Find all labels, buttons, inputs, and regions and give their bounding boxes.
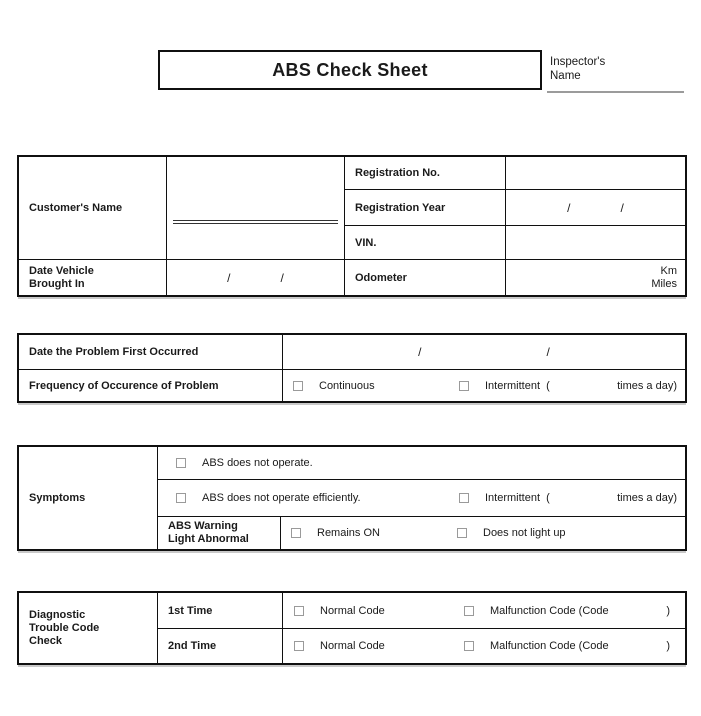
abs-warning-light-label bbox=[158, 517, 281, 549]
problem-date-label: Date the Problem First Occurred bbox=[29, 346, 199, 358]
normal-code-label-1: Normal Code bbox=[320, 604, 385, 617]
date-slash: / bbox=[546, 345, 550, 359]
symptom-row-not-efficient bbox=[157, 479, 685, 516]
does-not-light-option bbox=[457, 517, 566, 549]
malfunction-code-checkbox-1[interactable] bbox=[464, 606, 474, 616]
inspector-label-line1: Inspector's bbox=[550, 56, 606, 68]
form-title-box bbox=[158, 50, 542, 90]
malfunction-paren-close-1: ) bbox=[666, 604, 670, 617]
intermittent-label: Intermittent ( bbox=[485, 379, 550, 392]
intermittent-option bbox=[459, 370, 550, 401]
problem-date-field[interactable] bbox=[282, 335, 685, 369]
remains-on-label: Remains ON bbox=[317, 527, 380, 539]
registration-year-field[interactable] bbox=[505, 189, 685, 225]
normal-code-checkbox-2[interactable] bbox=[294, 641, 304, 651]
date-brought-label-line2: Brought In bbox=[29, 277, 85, 290]
second-time-label: 2nd Time bbox=[157, 628, 282, 663]
symptom-intermittent-checkbox[interactable] bbox=[459, 493, 469, 503]
customer-name-label: Customer's Name bbox=[29, 202, 123, 214]
symptom-row-warning-light bbox=[157, 516, 685, 549]
remains-on-checkbox[interactable] bbox=[291, 528, 301, 538]
normal-code-label-2: Normal Code bbox=[320, 640, 385, 652]
continuous-label: Continuous bbox=[319, 379, 375, 392]
malfunction-code-option-1 bbox=[464, 593, 609, 628]
odometer-unit-km: Km bbox=[660, 264, 677, 277]
date-slash: / bbox=[567, 200, 571, 215]
registration-no-label: Registration No. bbox=[344, 157, 505, 189]
continuous-option bbox=[293, 380, 375, 392]
normal-code-option-2 bbox=[294, 640, 385, 652]
dtc-check-table bbox=[17, 591, 687, 665]
warning-light-options bbox=[281, 517, 685, 549]
dtc-label-line1: Diagnostic bbox=[29, 608, 86, 621]
inspector-label-line2: Name bbox=[550, 70, 581, 82]
abs-not-efficient-label: ABS does not operate efficiently. bbox=[202, 492, 361, 504]
form-title: ABS Check Sheet bbox=[272, 59, 428, 80]
customer-name-writing-line bbox=[173, 220, 338, 224]
remains-on-option bbox=[291, 527, 380, 539]
frequency-options bbox=[282, 369, 685, 401]
normal-code-checkbox-1[interactable] bbox=[294, 606, 304, 616]
registration-no-field[interactable] bbox=[505, 157, 685, 189]
symptoms-label: Symptoms bbox=[29, 492, 86, 504]
malfunction-code-option-2 bbox=[464, 629, 609, 663]
first-time-label: 1st Time bbox=[157, 593, 282, 628]
malfunction-code-label-2: Malfunction Code (Code bbox=[490, 640, 609, 652]
malfunction-paren-close-2: ) bbox=[666, 640, 670, 652]
normal-code-option-1 bbox=[294, 605, 385, 617]
dtc-second-time-options bbox=[282, 628, 685, 663]
does-not-light-label: Does not light up bbox=[483, 527, 566, 539]
date-brought-field[interactable] bbox=[166, 259, 344, 295]
customer-name-field[interactable] bbox=[166, 157, 344, 259]
dtc-label-line2: Trouble Code bbox=[29, 621, 100, 634]
continuous-checkbox[interactable] bbox=[293, 381, 303, 391]
abs-not-operate-label: ABS does not operate. bbox=[202, 457, 313, 469]
symptom-intermittent-option bbox=[459, 480, 550, 516]
abs-warning-label-line1: ABS Warning bbox=[168, 520, 238, 532]
dtc-check-label bbox=[19, 593, 157, 663]
inspector-name-field[interactable] bbox=[547, 91, 684, 93]
symptom-times-a-day-suffix: times a day) bbox=[617, 492, 677, 504]
registration-year-label: Registration Year bbox=[344, 189, 505, 225]
dtc-label-line3: Check bbox=[29, 634, 63, 647]
abs-not-efficient-checkbox[interactable] bbox=[176, 493, 186, 503]
frequency-label: Frequency of Occurence of Problem bbox=[19, 369, 282, 401]
odometer-unit-miles: Miles bbox=[651, 277, 677, 290]
date-slash: / bbox=[620, 200, 624, 215]
date-brought-label bbox=[19, 259, 166, 295]
date-brought-label-line1: Date Vehicle bbox=[29, 264, 94, 277]
dtc-first-time-options bbox=[282, 593, 685, 628]
abs-warning-label-line2: Light Abnormal bbox=[168, 533, 249, 545]
date-slash: / bbox=[227, 270, 231, 285]
date-slash: / bbox=[280, 270, 284, 285]
times-a-day-suffix: times a day) bbox=[617, 379, 677, 392]
does-not-light-checkbox[interactable] bbox=[457, 528, 467, 538]
vehicle-info-table bbox=[17, 155, 687, 297]
odometer-field[interactable] bbox=[505, 259, 685, 295]
vin-field[interactable] bbox=[505, 225, 685, 259]
inspector-name-block bbox=[550, 55, 690, 83]
date-slash: / bbox=[418, 345, 422, 359]
malfunction-code-label-1: Malfunction Code (Code bbox=[490, 604, 609, 617]
problem-occurrence-table bbox=[17, 333, 687, 403]
malfunction-code-checkbox-2[interactable] bbox=[464, 641, 474, 651]
symptom-row-no-operate bbox=[157, 447, 685, 479]
symptoms-table bbox=[17, 445, 687, 551]
abs-not-operate-checkbox[interactable] bbox=[176, 458, 186, 468]
odometer-label: Odometer bbox=[344, 259, 505, 295]
symptom-intermittent-label: Intermittent ( bbox=[485, 492, 550, 504]
intermittent-checkbox[interactable] bbox=[459, 381, 469, 391]
vin-label: VIN. bbox=[344, 225, 505, 259]
